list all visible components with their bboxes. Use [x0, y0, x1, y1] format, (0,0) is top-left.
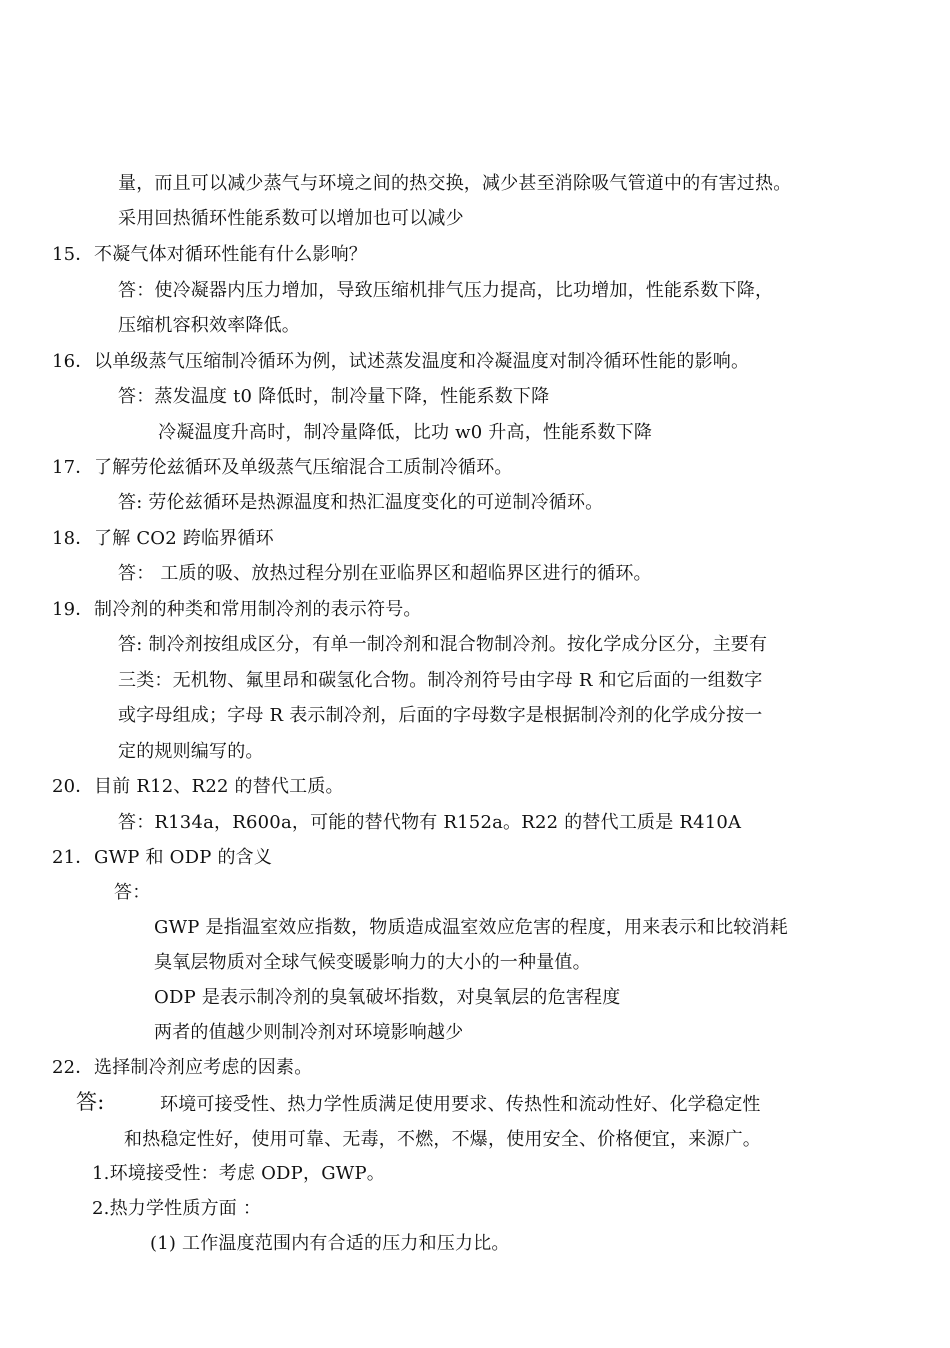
question-text: 了解劳伦兹循环及单级蒸气压缩混合工质制冷循环。	[94, 457, 513, 478]
answer-line: 压缩机容积效率降低。	[118, 315, 300, 336]
question-16	[52, 350, 749, 374]
question-text: 以单级蒸气压缩制冷循环为例，试述蒸发温度和冷凝温度对制冷循环性能的影响。	[94, 351, 750, 372]
answer-line: 答: 劳伦兹循环是热源温度和热汇温度变化的可逆制冷循环。	[118, 492, 604, 513]
question-text: GWP 和 ODP 的含义	[94, 847, 273, 868]
question-text: 了解 CO2 跨临界循环	[94, 528, 274, 549]
text-line: 量，而且可以减少蒸气与环境之间的热交换，减少甚至消除吸气管道中的有害过热。	[118, 173, 792, 194]
answer-line: 或字母组成；字母 R 表示制冷剂，后面的字母数字是根据制冷剂的化学成分按一	[118, 705, 763, 726]
question-22	[52, 1056, 312, 1080]
question-number: 22．	[52, 1057, 94, 1078]
question-19	[52, 598, 422, 622]
answer-line: GWP 是指温室效应指数，物质造成温室效应危害的程度，用来表示和比较消耗	[154, 917, 788, 938]
answer-label: 答:	[76, 1090, 105, 1114]
question-number: 17．	[52, 457, 94, 478]
answer-line: 1.环境接受性：考虑 ODP，GWP。	[92, 1163, 385, 1184]
question-text: 目前 R12、R22 的替代工质。	[94, 776, 344, 797]
question-number: 18．	[52, 528, 94, 549]
question-number: 20．	[52, 776, 94, 797]
answer-line: 冷凝温度升高时，制冷量降低，比功 w0 升高，性能系数下降	[158, 422, 653, 443]
text-line: 采用回热循环性能系数可以增加也可以减少	[118, 208, 464, 229]
answer-line: 臭氧层物质对全球气候变暖影响力的大小的一种量值。	[154, 952, 591, 973]
question-text: 选择制冷剂应考虑的因素。	[94, 1057, 313, 1078]
question-number: 16．	[52, 351, 94, 372]
answer-line: 答：使冷凝器内压力增加，导致压缩机排气压力提高，比功增加，性能系数下降，	[118, 280, 774, 301]
question-18	[52, 527, 274, 551]
question-text: 制冷剂的种类和常用制冷剂的表示符号。	[94, 599, 422, 620]
question-number: 21．	[52, 847, 94, 868]
answer-line: 答：蒸发温度 t0 降低时，制冷量下降，性能系数下降	[118, 386, 550, 407]
answer-line: 和热稳定性好，使用可靠、无毒，不燃，不爆，使用安全、价格便宜，来源广。	[124, 1129, 761, 1150]
question-17	[52, 456, 513, 480]
answer-line: 答： 工质的吸、放热过程分别在亚临界区和超临界区进行的循环。	[118, 563, 652, 584]
question-text: 不凝气体对循环性能有什么影响？	[94, 244, 367, 265]
answer-line: 定的规则编写的。	[118, 741, 264, 762]
question-15	[52, 243, 367, 267]
answer-line: 答: 制冷剂按组成区分，有单一制冷剂和混合物制冷剂。按化学成分区分，主要有	[118, 634, 768, 655]
answer-line: 答：R134a，R600a，可能的替代物有 R152a。R22 的替代工质是 R410A	[118, 812, 742, 833]
answer-line: 2.热力学性质方面 ：	[92, 1198, 262, 1219]
answer-label: 答：	[114, 882, 151, 903]
question-21	[52, 846, 272, 870]
answer-line: 三类：无机物、氟里昂和碳氢化合物。制冷剂符号由字母 R 和它后面的一组数字	[118, 670, 763, 691]
question-number: 19．	[52, 599, 94, 620]
answer-line: (1) 工作温度范围内有合适的压力和压力比。	[150, 1233, 510, 1254]
question-number: 15．	[52, 244, 94, 265]
answer-line: 环境可接受性、热力学性质满足使用要求、传热性和流动性好、化学稳定性	[160, 1094, 761, 1115]
question-20	[52, 775, 344, 799]
answer-line: ODP 是表示制冷剂的臭氧破坏指数，对臭氧层的危害程度	[154, 987, 621, 1008]
answer-line: 两者的值越少则制冷剂对环境影响越少	[154, 1022, 464, 1043]
